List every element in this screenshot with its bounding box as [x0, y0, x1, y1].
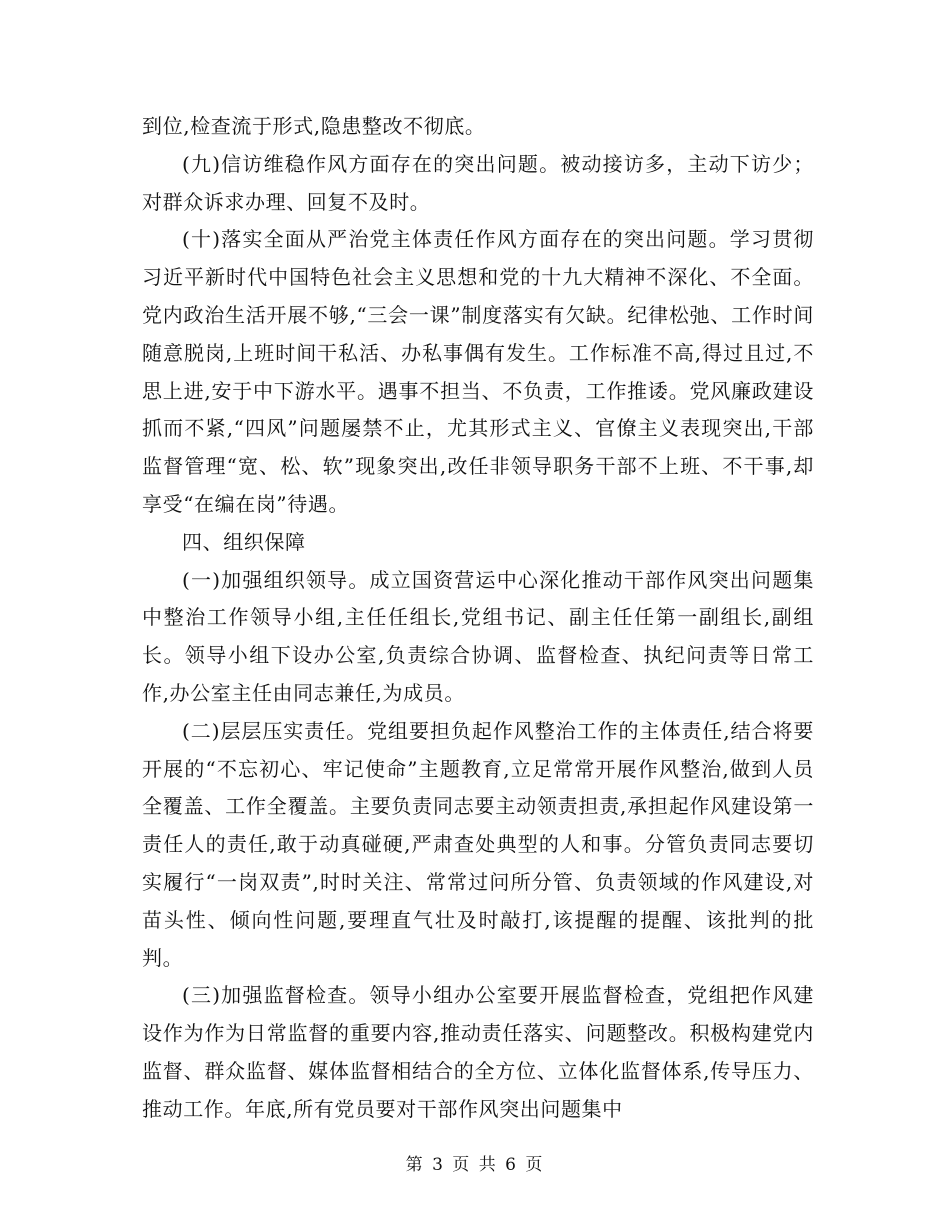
- document-body: [142, 108, 814, 1129]
- page-number-footer: 第 3 页 共 6 页: [405, 1155, 545, 1175]
- paragraph-item-10: (十)落实全面从严治党主体责任作风方面存在的突出问题。学习贯彻习近平新时代中国特色社会主义思想和党的十九大精神不深化、不全面。党内政治生活开展不够,“三会一课”制度落实有欠缺。纪律松弛、工作时间随意脱岗,上班时间干私活、办私事偶有发生。工作标准不高,得过且过,不思上进,安于中下游水平。遇事不担当、不负责，工作推诿。党风廉政建设抓而不紧,“四风”问题屡禁不止，尤其形式主义、官僚主义表现突出,干部监督管理“宽、松、软”现象突出,改任非领导职务干部不上班、不干事,却享受“在编在岗”待遇。: [142, 227, 814, 516]
- paragraph-leadership: (一)加强组织领导。成立国资营运中心深化推动干部作风突出问题集中整治工作领导小组,主任任组长,党组书记、副主任任第一副组长,副组长。领导小组下设办公室,负责综合协调、监督检查、执纪问责等日常工作,办公室主任由同志兼任,为成员。: [142, 567, 814, 705]
- section-heading-organization: 四、组织保障: [182, 529, 306, 554]
- paragraph-responsibility: (二)层层压实责任。党组要担负起作风整治工作的主体责任,结合将要开展的“不忘初心、牢记使命”主题教育,立足常常开展作风整治,做到人员全覆盖、工作全覆盖。主要负责同志要主动领责担责,承担起作风建设第一责任人的责任,敢于动真碰硬,严肃查处典型的人和事。分管负责同志要切实履行“一岗双责”,时时关注、常常过问所分管、负责领域的作风建设,对苗头性、倾向性问题,要理直气壮及时敲打,该提醒的提醒、该批判的批判。: [142, 718, 814, 970]
- paragraph-supervision: (三)加强监督检查。领导小组办公室要开展监督检查，党组把作风建设作为作为日常监督的重要内容,推动责任落实、问题整改。积极构建党内监督、群众监督、媒体监督相结合的全方位、立体化监督体系,传导压力、推动工作。年底,所有党员要对干部作风突出问题集中: [142, 983, 814, 1121]
- paragraph-item-9: (九)信访维稳作风方面存在的突出问题。被动接访多，主动下访少；对群众诉求办理、回复不及时。: [142, 151, 814, 214]
- paragraph-continuation: 到位,检查流于形式,隐患整改不彻底。: [142, 114, 486, 138]
